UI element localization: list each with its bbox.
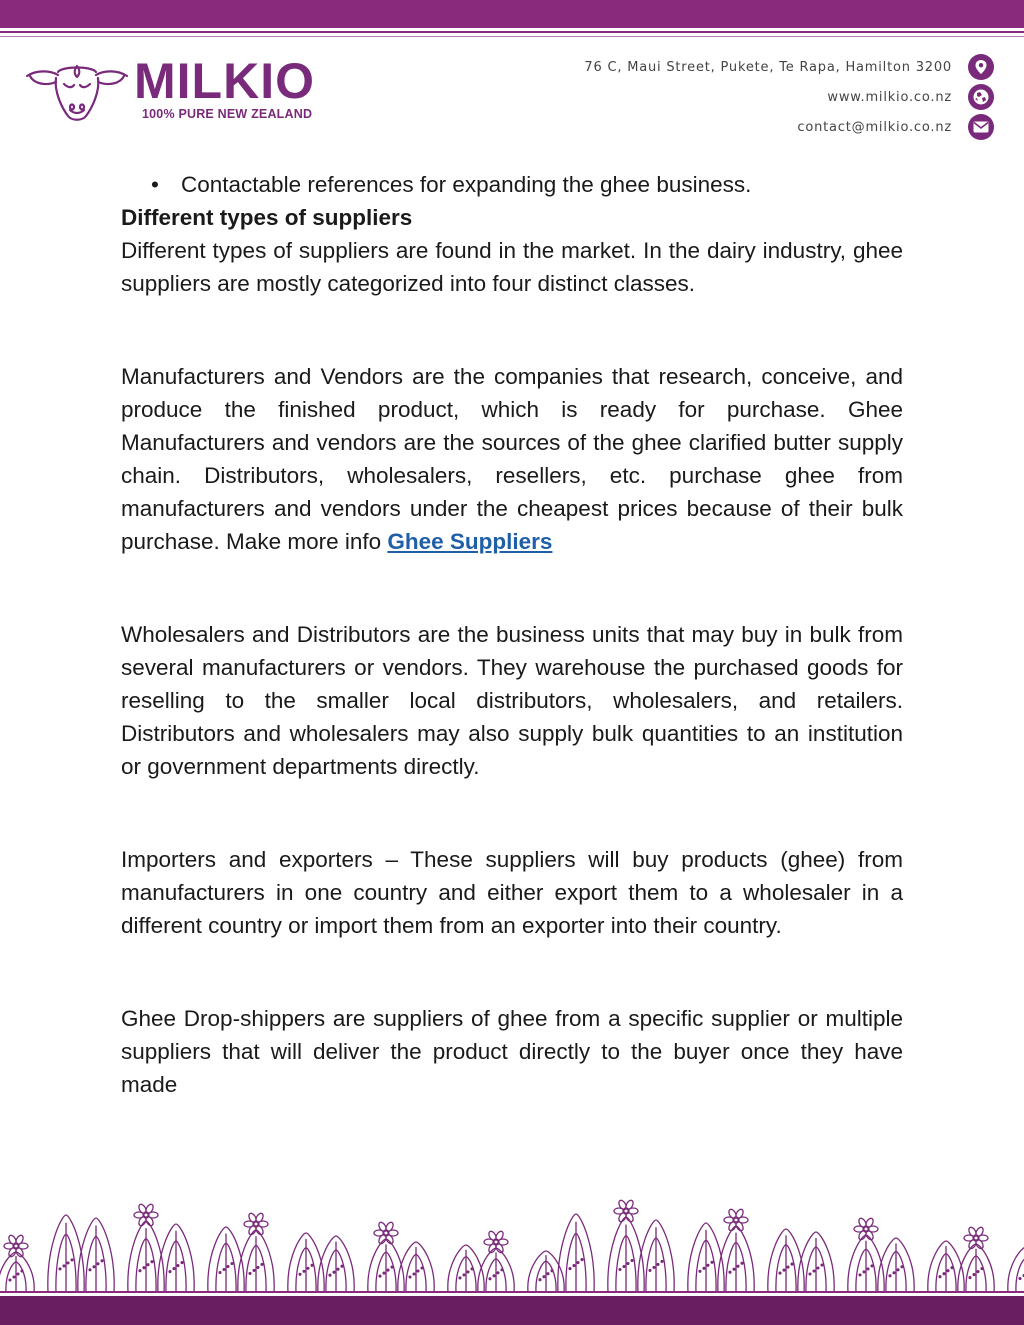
cow-head-icon <box>24 58 130 124</box>
contact-block <box>524 52 994 142</box>
manufacturers-text: Manufacturers and Vendors are the companies that research, conceive, and produce the finished product, which is ready for purchase. Ghee Manufacturers and vendors are the sources of the ghee clarified butter supply chain. Distributors, wholesalers, resellers, etc. purchase ghee from manufacturers and vendors under the cheapest prices because of their bulk purchase. Make more info <box>121 364 903 554</box>
wholesalers-paragraph: Wholesalers and Distributors are the business units that may buy in bulk from several manufacturers or vendors. They warehouse the purchased goods for reselling to the smaller local distributors, wholesalers, and retailers. Distributors and wholesalers may also supply bulk quantities to an institution or government departments directly. <box>121 622 903 779</box>
envelope-icon <box>968 114 994 140</box>
paragraph-gap <box>121 942 903 1002</box>
footer-band <box>0 1296 1024 1325</box>
floral-footer-ornament <box>0 1192 1024 1296</box>
section-heading: Different types of suppliers <box>121 205 413 230</box>
website-link[interactable]: www.milkio.co.nz <box>827 89 952 105</box>
header-rule <box>0 31 1024 33</box>
footer-rule <box>0 1291 1024 1293</box>
address-text: 76 C, Maui Street, Pukete, Te Rapa, Hamilton 3200 <box>584 59 952 75</box>
brand-logo <box>24 53 344 130</box>
brand-tagline: 100% PURE NEW ZEALAND <box>142 107 313 121</box>
brand-name: MILKIO <box>134 53 315 109</box>
importers-paragraph: Importers and exporters – These suppliers will buy products (ghee) from manufacturers in one country and either export them to a wholesaler in a different country or import them from an exporter into their country. <box>121 847 903 938</box>
bullet-icon: • <box>151 172 159 197</box>
email-row <box>524 112 994 142</box>
header-rule-thin <box>0 36 1024 37</box>
email-link[interactable]: contact@milkio.co.nz <box>797 119 952 135</box>
address-row <box>524 52 994 82</box>
paragraph-gap <box>121 783 903 843</box>
paragraph-gap <box>121 300 903 360</box>
paragraph-gap <box>121 558 903 618</box>
website-row <box>524 82 994 112</box>
manufacturers-paragraph <box>121 360 903 558</box>
intro-paragraph: Different types of suppliers are found in the market. In the dairy industry, ghee suppliers are mostly categorized into four distinct classes. <box>121 238 903 296</box>
header-top-band <box>0 0 1024 28</box>
document-body <box>121 168 903 1101</box>
globe-icon <box>968 84 994 110</box>
bullet-list-item <box>151 168 903 201</box>
ghee-suppliers-link[interactable]: Ghee Suppliers <box>387 529 553 554</box>
dropshippers-paragraph: Ghee Drop-shippers are suppliers of ghee from a specific supplier or multiple suppliers that will deliver the product directly to the buyer once they have made <box>121 1006 903 1097</box>
bullet-text: Contactable references for expanding the ghee business. <box>181 172 752 197</box>
map-pin-icon <box>968 54 994 80</box>
